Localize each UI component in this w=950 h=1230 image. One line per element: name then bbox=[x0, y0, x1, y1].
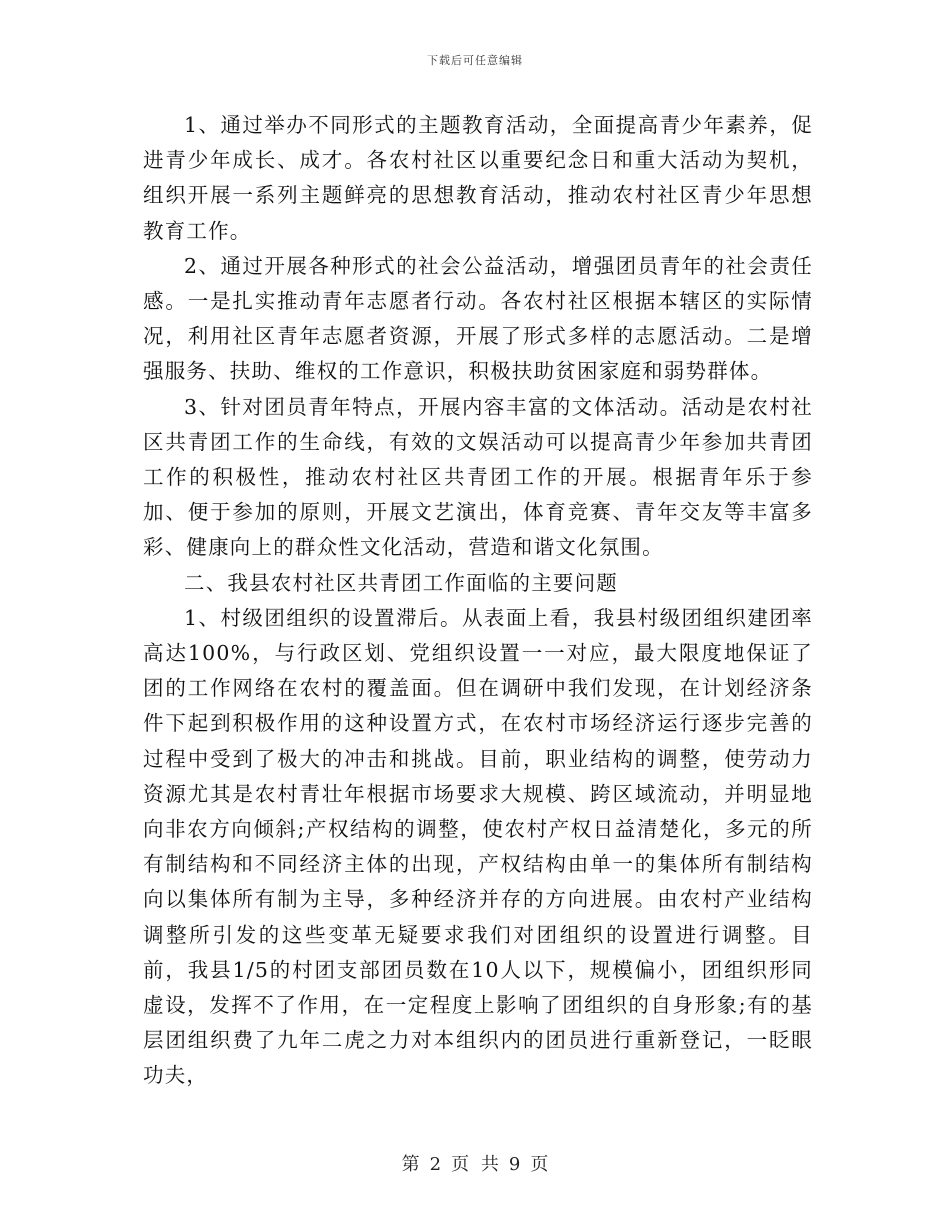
page-number-footer bbox=[0, 1150, 950, 1176]
footer-prefix: 第 bbox=[401, 1154, 420, 1175]
footer-total-pages: 9 bbox=[508, 1154, 521, 1175]
footer-current-page: 2 bbox=[429, 1154, 442, 1175]
paragraph-2: 2、通过开展各种形式的社会公益活动，增强团员青年的社会责任感。一是扎实推动青年志愿者行动。各农村社区根据本辖区的实际情况，利用社区青年志愿者资源，开展了形式多样的志愿活动。二是增强服务、扶助、维权的工作意识，积极扶助贫困家庭和弱势群体。 bbox=[143, 253, 813, 384]
paragraph-3: 3、针对团员青年特点，开展内容丰富的文体活动。活动是农村社区共青团工作的生命线，有效的文娱活动可以提高青少年参加共青团工作的积极性，推动农村社区共青团工作的开展。根据青年乐于参加、便于参加的原则，开展文艺演出，体育竞赛、青年交友等丰富多彩、健康向上的群众性文化活动，营造和谐文化氛围。 bbox=[143, 394, 813, 560]
section-heading: 二、我县农村社区共青团工作面临的主要问题 bbox=[184, 570, 618, 595]
footer-suffix: 页 bbox=[530, 1154, 549, 1175]
page-header-note: 下载后可任意编辑 bbox=[427, 54, 523, 67]
footer-middle: 页 共 bbox=[451, 1154, 499, 1175]
document-body bbox=[143, 108, 813, 1094]
paragraph-1: 1、通过举办不同形式的主题教育活动，全面提高青少年素养，促进青少年成长、成才。各农村社区以重要纪念日和重大活动为契机，组织开展一系列主题鲜亮的思想教育活动，推动农村社区青少年思想教育工作。 bbox=[143, 113, 813, 243]
paragraph-4: 1、村级团组织的设置滞后。从表面上看，我县村级团组织建团率高达100%，与行政区划、党组织设置一一对应，最大限度地保证了团的工作网络在农村的覆盖面。但在调研中我们发现，在计划经济条件下起到积极作用的这种设置方式，在农村市场经济运行逐步完善的过程中受到了极大的冲击和挑战。目前，职业结构的调整，使劳动力资源尤其是农村青壮年根据市场要求大规模、跨区域流动，并明显地向非农方向倾斜;产权结构的调整，使农村产权日益清楚化，多元的所有制结构和不同经济主体的出现，产权结构由单一的集体所有制结构向以集体所有制为主导，多种经济并存的方向进展。由农村产业结构调整所引发的这些变革无疑要求我们对团组织的设置进行调整。目前，我县1/5的村团支部团员数在10人以下，规模偏小，团组织形同虚设，发挥不了作用，在一定程度上影响了团组织的自身形象;有的基层团组织费了九年二虎之力对本组织内的团员进行重新登记，一眨眼功夫， bbox=[143, 605, 813, 1088]
